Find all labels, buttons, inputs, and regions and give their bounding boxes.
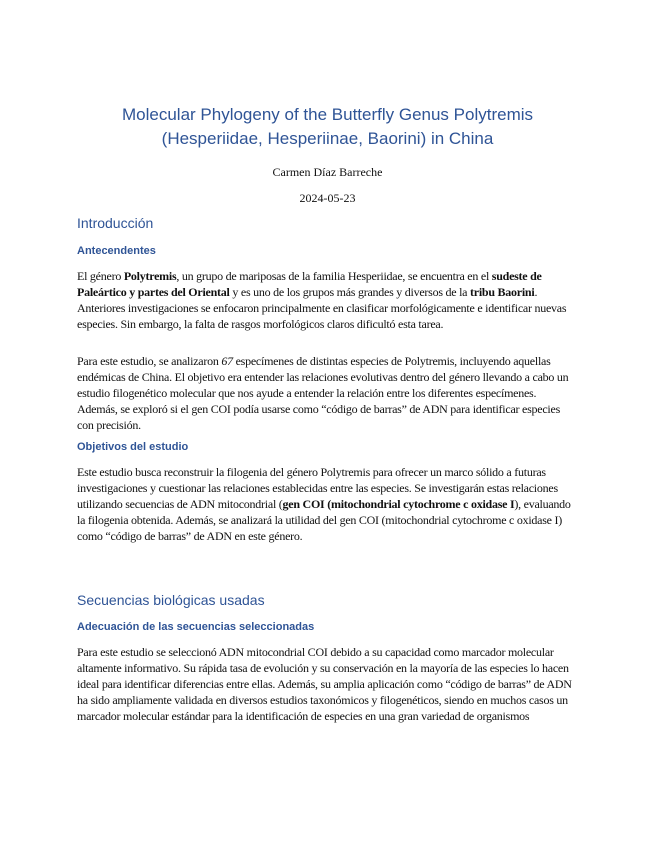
italic-run: 67 [221,354,233,368]
paragraph-antecedentes-2 [77,353,577,433]
bold-run: gen COI (mitochondrial cytochrome c oxidase I [282,497,515,511]
section-heading-introduccion: Introducción [77,215,154,231]
bold-run: Polytremis [123,269,177,283]
text-run: y es uno de los grupos más grandes y diversos de la [229,285,470,299]
title-line-2: (Hesperiidae, Hesperiinae, Baorini) in China [161,129,494,148]
bold-run: tribu Baorini [470,285,535,299]
subsection-heading-antecedentes: Antecendentes [77,245,156,257]
bold-run: sudeste de Paleártico y partes del Oriental [77,269,542,299]
text-run: Para este estudio se seleccionó ADN mitocondrial COI debido a su capacidad como marcador molecular altamente informativo. Su rápida tasa de evolución y su conservación en la mayoría de las especies lo hacen ideal para identificar diferencias entre ellas. Además, su amplia aplicación como “código de barras” de ADN ha sido ampliamente validada en diversos estudios taxonómicos y filogenéticos, siendo en muchos casos un marcador molecular estándar para la identificación de especies en una gran variedad de organismos [77,645,572,723]
section-heading-secuencias: Secuencias biológicas usadas [77,592,265,608]
text-run: El género [77,269,124,283]
paragraph-adecuacion-1 [77,644,577,724]
text-run: , un grupo de mariposas de la familia Hesperiidae, se encuentra en el [176,269,492,283]
text-run: . Anteriores investigaciones se enfocaron principalmente en clasificar morfológicamente e identificar nuevas especies. Sin embargo, la falta de rasgos morfológicos claros dificultó esta tarea. [77,285,567,331]
text-run: ), evaluando la filogenia obtenida. Además, se analizará la utilidad del gen COI (mitochondrial cytochrome c oxidase I) como “código de barras” de ADN en este género. [77,497,571,543]
text-run: Para este estudio, se analizaron [77,354,222,368]
subsection-heading-objetivos: Objetivos del estudio [77,441,189,453]
text-run: Este estudio busca reconstruir la filogenia del género Polytremis para ofrecer un marco sólido a futuras investigaciones y cuestionar las relaciones establecidas entre las especies. Se investigarán estas relaciones utilizando secuencias de ADN mitocondrial ( [77,465,558,511]
paragraph-antecedentes-1 [77,268,577,332]
publication-date: 2024-05-23 [299,191,356,205]
text-run: especímenes de distintas especies de Polytremis, incluyendo aquellas endémicas de China. El objetivo era entender las relaciones evolutivas dentro del género llevando a cabo un estudio filogenético molecular que nos ayude a entender la relación entre los diferentes especímenes. Además, se exploró si el gen COI podía usarse como “código de barras” de ADN para identificar especies con precisión. [77,354,569,432]
title-line-1: Molecular Phylogeny of the Butterfly Genus Polytremis [121,105,534,124]
document-title [60,103,595,151]
subsection-heading-adecuacion: Adecuación de las secuencias seleccionadas [77,621,315,633]
author-name: Carmen Díaz Barreche [272,165,383,179]
paragraph-objetivos-1 [77,464,577,544]
